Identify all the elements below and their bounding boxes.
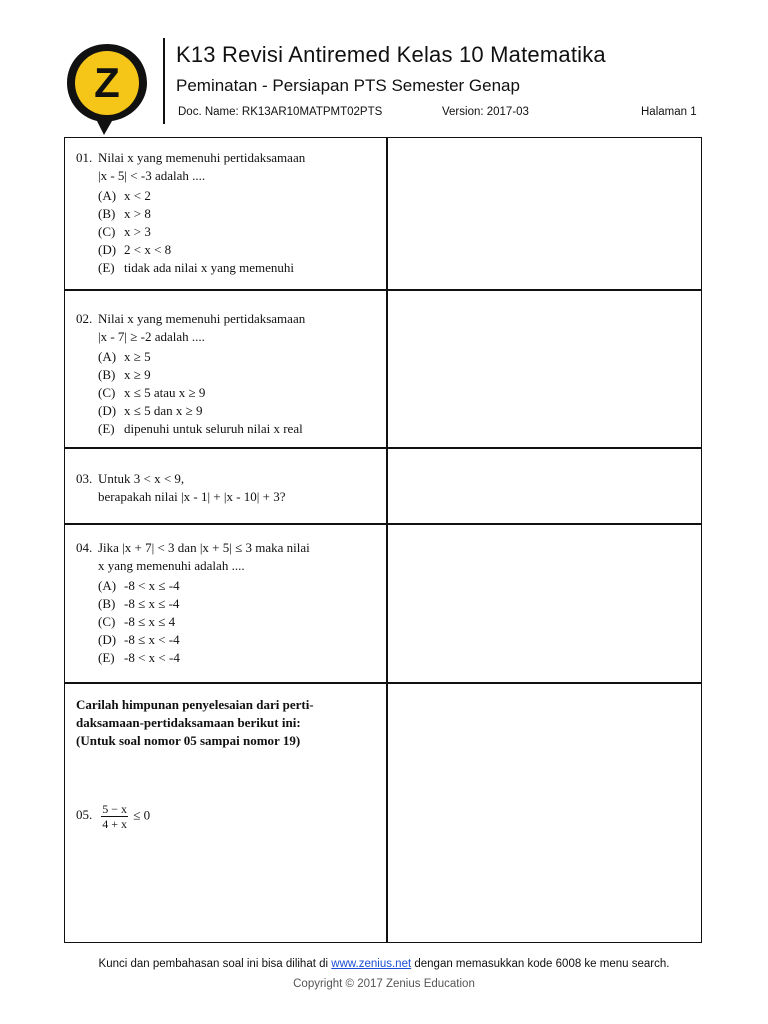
option-e: (E) -8 < x < -4 [98,650,180,665]
instruction-line: Carilah himpunan penyelesaian dari perti- [76,697,314,712]
document-subtitle: Peminatan - Persiapan PTS Semester Genap [176,76,520,95]
option-c: (C) -8 ≤ x ≤ 4 [98,614,176,629]
copyright: Copyright © 2017 Zenius Education [293,978,475,990]
fraction-numerator: 5 − x [102,802,128,816]
question-number: 03. [76,471,93,486]
question-number: 02. [76,311,93,326]
instruction-line: daksamaan-pertidaksamaan berikut ini: [76,715,301,730]
logo-letter: Z [94,59,120,106]
option-d: (D) x ≤ 5 dan x ≥ 9 [98,403,203,418]
answer-column-divider [386,137,388,943]
option-d: (D) -8 ≤ x < -4 [98,632,180,647]
question-stem: Nilai x yang memenuhi pertidaksamaan [98,311,306,326]
option-a: (A) -8 < x ≤ -4 [98,578,180,593]
option-c: (C) x > 3 [98,224,151,239]
question-04 [76,539,370,667]
question-stem: Nilai x yang memenuhi pertidaksamaan [98,150,306,165]
row-divider [64,447,702,449]
document-title: K13 Revisi Antiremed Kelas 10 Matematika [176,42,606,67]
option-a: (A) x ≥ 5 [98,349,151,364]
page-number: Halaman 1 [641,106,697,118]
option-b: (B) -8 ≤ x ≤ -4 [98,596,180,611]
footer-text-before: Kunci dan pembahasan soal ini bisa dilihat di [98,958,332,970]
option-c: (C) x ≤ 5 atau x ≥ 9 [98,385,206,400]
question-02 [76,310,370,438]
question-number: 01. [76,150,93,165]
question-number: 05. [76,807,93,823]
fraction-denominator: 4 + x [102,817,128,831]
doc-name: Doc. Name: RK13AR10MATPMT02PTS [178,106,383,118]
row-divider [64,523,702,525]
question-05 [76,802,370,831]
inequality-rhs: ≤ 0 [133,807,151,823]
option-b: (B) x ≥ 9 [98,367,151,382]
option-e: (E) tidak ada nilai x yang memenuhi [98,260,295,275]
question-01 [76,149,370,277]
instruction-line: (Untuk soal nomor 05 sampai nomor 19) [76,733,301,748]
question-stem-line2: |x - 7| ≥ -2 adalah .... [98,329,205,344]
doc-version: Version: 2017-03 [442,106,529,118]
question-stem: Untuk 3 < x < 9, [98,471,185,486]
zenius-logo [64,40,150,136]
option-b: (B) x > 8 [98,206,151,221]
row-divider [64,289,702,291]
row-divider [64,682,702,684]
question-number: 04. [76,540,93,555]
footer-note [0,958,768,970]
question-stem: Jika |x + 7| < 3 dan |x + 5| ≤ 3 maka nilai [98,540,310,555]
instruction-block [76,696,370,750]
option-a: (A) x < 2 [98,188,151,203]
question-stem-line2: berapakah nilai |x - 1| + |x - 10| + 3? [98,489,286,504]
zenius-link[interactable]: www.zenius.net [331,958,412,970]
fraction [101,802,128,831]
option-d: (D) 2 < x < 8 [98,242,172,257]
question-stem-line2: |x - 5| < -3 adalah .... [98,168,206,183]
question-03 [76,470,370,506]
option-e: (E) dipenuhi untuk seluruh nilai x real [98,421,303,436]
header-divider [163,38,165,124]
footer-text-after: dengan memasukkan kode 6008 ke menu search. [411,958,670,970]
question-stem-line2: x yang memenuhi adalah .... [98,558,245,573]
